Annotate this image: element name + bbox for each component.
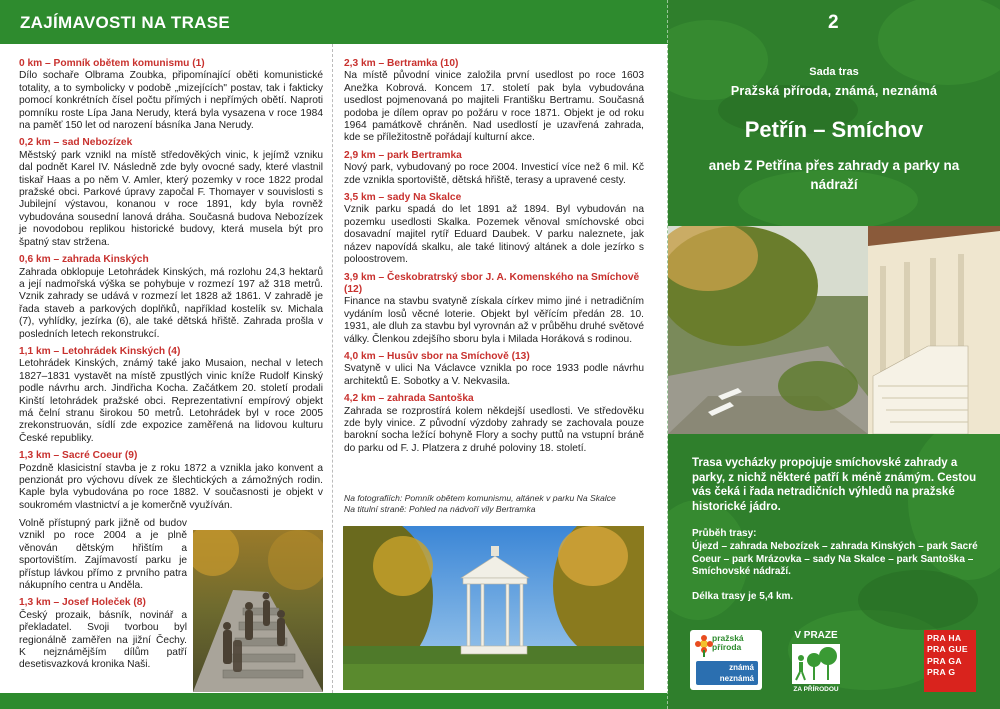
- logo-text: ZA PŘÍRODOU: [793, 686, 839, 693]
- logo-word: příroda: [712, 642, 742, 652]
- entry-title: 4,0 km – Husův sbor na Smíchově (13): [344, 350, 530, 362]
- entry: [344, 351, 644, 388]
- entry: [19, 58, 323, 132]
- column-middle: [344, 58, 644, 460]
- entry: [19, 346, 323, 445]
- logo-row: PRA HA: [927, 633, 962, 643]
- entry: [344, 192, 644, 266]
- entry-text: Český prozaik, básník, novinář a překladatel. Svoji tvorbou byl regionálně zaměřen na jižní Čechy. K nejznámějším dílům patří desetisvazková kronika Naši.: [19, 609, 187, 671]
- entry-title: 0,2 km – sad Nebozízek: [19, 137, 133, 149]
- entry-text: Finance na stavbu svatyně získala církev mimo jiné i netradičním vydáním losů věcné loterie. Objekt byl věřícím předán 28. 10. 1931, ale dluh za stavbu byl vyrovnán až v průběhu druhé světové války. Členkou zdejšího sboru byla i Milada Horáková s rodinou.: [344, 296, 644, 345]
- entry-text: Vznik parku spadá do let 1891 až 1894. Byl vybudován na pozemku usedlosti Skalka. Pozemek věnoval smíchovské obci dosavadní majitel rytíř Eduard Daubek. V parku naleznete, jak název napovídá skalku, ale také litinový altánek a dole jezírko s poloostrovem.: [344, 204, 644, 266]
- route-stops: Újezd – zahrada Nebozízek – zahrada Kinských – park Sacré Coeur – park Mrázovka – sady Na Skalce – park Santoška – Smíchovské nádraží.: [692, 541, 978, 578]
- logo-word: pražská: [712, 633, 744, 643]
- logo-subtext: [696, 661, 758, 685]
- series-label: Sada tras: [809, 66, 859, 78]
- entry-title: 1,3 km – Josef Holeček (8): [19, 597, 146, 609]
- entry-text: Nový park, vybudovaný po roce 2004. Investicí více než 6 mil. Kč zde vznikla sportoviště, dětská hřiště, terasy a upravené cesty.: [344, 162, 644, 186]
- entry-text: Volně přístupný park jižně od budov vznikl po roce 2004 a je plně věnován dětským hřištím a sportovištím. Zajímavostí parku je přístup lávkou přímo z prvního patra nákupního centra u Anděla.: [19, 518, 187, 592]
- section-title: ZAJÍMAVOSTI NA TRASE: [20, 13, 231, 32]
- entry: [344, 272, 644, 346]
- entry-text: Zahrada obklopuje Letohrádek Kinských, má rozlohu 24,3 hektarů a její nadmořská výška se pohybuje v rozmezí 197 až 318 metrů. Vznik zahrady se udává v rozmezí let 1828 až 1861. V zahradě je řada staveb a parkových doplňků, například kostelík sv. Michala (7), vyhlídky, jezírka (6), ale také dětská hřiště. Zahrada prošla v posledních letech rekonstrukcí.: [19, 266, 323, 340]
- photo-memorial-statues: [193, 530, 323, 692]
- photo-pavilion: [343, 526, 644, 690]
- footer-band: [0, 693, 668, 709]
- praha-logo: [924, 630, 976, 692]
- entry-title: 3,5 km – sady Na Skalce: [344, 192, 462, 204]
- photo-caption: [344, 493, 644, 515]
- column-divider: [332, 44, 333, 693]
- route-subtitle: aneb Z Petřína přes zahrady a parky na nádraží: [708, 158, 960, 192]
- entry: [344, 393, 644, 455]
- cover-panel: [668, 0, 1000, 709]
- route-title: Petřín – Smíchov: [744, 117, 924, 142]
- entry-title: 2,9 km – park Bertramka: [344, 149, 462, 161]
- entry-text: Městský park vznikl na místě středověkých vinic, k jejímž vzniku dal podnět Karel IV. Následně zde byly ovocné sady, které vlastnil tiskař Haas a po něm V. Amler, který pozemky v roce 1822 prodal pražské obci. Parkové úpravy započal F. Thomayer v souvislosti s Jubilejní výstavou, konanou v roce 1891, kdy byla rovněž vybudována sousední lanová dráha. Současná budova Nebozízek je novodobou replikou historické budovy, která musela být pro špatný stav stržena.: [19, 149, 323, 248]
- caption-line: Na fotografiích: Pomník obětem komunismu, altánek v parku Na Skalce: [344, 493, 616, 503]
- logo-row: PRA GA: [927, 655, 962, 666]
- v-praze-za-prirodou-logo: [786, 630, 846, 694]
- entry-title: 0 km – Pomník obětem komunismu (1): [19, 58, 205, 69]
- caption-line: Na titulní straně: Pohled na nádvoří vily Bertramka: [344, 504, 536, 514]
- hiker-trees-icon: [792, 644, 840, 684]
- entry-title: 1,3 km – Sacré Coeur (9): [19, 450, 138, 462]
- route-length: Délka trasy je 5,4 km.: [692, 591, 794, 602]
- header-band: [0, 0, 668, 44]
- entry-text: Dílo sochaře Olbrama Zoubka, připomínající oběti komunistické totality, a to symbolicky v podobě „mizejících" postav, tak i fakticky pomocí konkrétních čísel počtu přímých i nepřímých obětí. Naproti pomníku roste Lípa Jana Nerudy, která byla vysazena v roce 1984 na paměť 150 let od narození básníka Jana Nerudy.: [19, 70, 323, 132]
- entry-text: Pozdně klasicistní stavba je z roku 1872 a vznikla jako konvent a penzionát pro výchovu dívek ze šlechtických a zámožných rodin. Kaple byla vybudována po roce 1882. V současnosti je objekt v soukromém vlastnictví a je komerčně využíván.: [19, 462, 323, 511]
- entry-title: 4,2 km – zahrada Santoška: [344, 393, 474, 405]
- entry-text: Letohrádek Kinských, známý také jako Musaion, nechal v letech 1827–1831 vystavět na místě zpustlých vinic kníže Rudolf Kinský podle návrhu arch. Jindřicha Kocha. Začátkem 20. století prodali Kinští letohrádek pražské obci. Reprezentativní empírový objekt má čelní stranu širokou 50 metrů. Letohrádek byl v roce 2005 zrekonstruován, sídlí zde expozice zaměřená na lidovou kulturu České republiky.: [19, 358, 323, 444]
- entry-title: 0,6 km – zahrada Kinských: [19, 254, 149, 266]
- entry: [19, 254, 323, 341]
- entry-title: 1,1 km – Letohrádek Kinských (4): [19, 345, 181, 357]
- photo-bertramka-courtyard: [668, 226, 1000, 434]
- entry-title: 3,9 km – Českobratrský sbor J. A. Komenského na Smíchově (12): [344, 271, 640, 295]
- series-name: Pražská příroda, známá, neznámá: [730, 84, 938, 98]
- logo-word: neznámá: [719, 674, 754, 683]
- entry: [19, 450, 323, 512]
- entry: [344, 150, 644, 187]
- prazska-priroda-logo: [690, 630, 762, 690]
- logo-row: PRA G: [927, 666, 956, 677]
- entry: [19, 518, 187, 592]
- route-description: Trasa vycházky propojuje smíchovské zahrady a parky, z nichž některé patří k méně známým. Cestou vás čeká i řada netradičních výhledů na pražské historické jádro.: [692, 457, 977, 513]
- entry-text: Svatyně v ulici Na Václavce vznikla po roce 1933 podle návrhu architektů E. Sobotky a V. Nekvasila.: [344, 363, 644, 387]
- entry-text: Na místě původní vinice založila první usedlost po roce 1603 Anežka Kobrová. Koncem 17. století pak byla vybudována usedlost pojmenovaná po majiteli Františku Bertramu. Současná podoba je dílem oprav po požáru v roce 1871. Objekt je od roku 1964 památkově chráněn. Nad usedlostí je uzavřená zahrada, kde se příležitostně pořádají kulturní akce.: [344, 70, 644, 144]
- column-left: [19, 58, 323, 517]
- route-heading: Průběh trasy:: [692, 528, 757, 539]
- logo-row: PRA GUE: [927, 644, 968, 655]
- logo-text: V PRAZE: [794, 630, 838, 641]
- logo-word: známá: [729, 663, 754, 672]
- column-left-narrow: [19, 518, 187, 677]
- entry-title: 2,3 km – Bertramka (10): [344, 58, 459, 69]
- entry: [344, 58, 644, 145]
- entry: [19, 597, 187, 671]
- logo-text: [712, 634, 744, 652]
- route-number: 2: [828, 12, 839, 33]
- entry-text: Zahrada se rozprostírá kolem někdejší usedlosti. Ve středověku zde byly vinice. Z původní výzdoby zahrady se zachovala pouze barokní socha ležící bohyně Flory a sochy puttů na vstupní bráně do parku od F. J. Platzera z druhé poloviny 18. století.: [344, 405, 644, 454]
- entry: [19, 137, 323, 249]
- flower-icon: [695, 635, 713, 657]
